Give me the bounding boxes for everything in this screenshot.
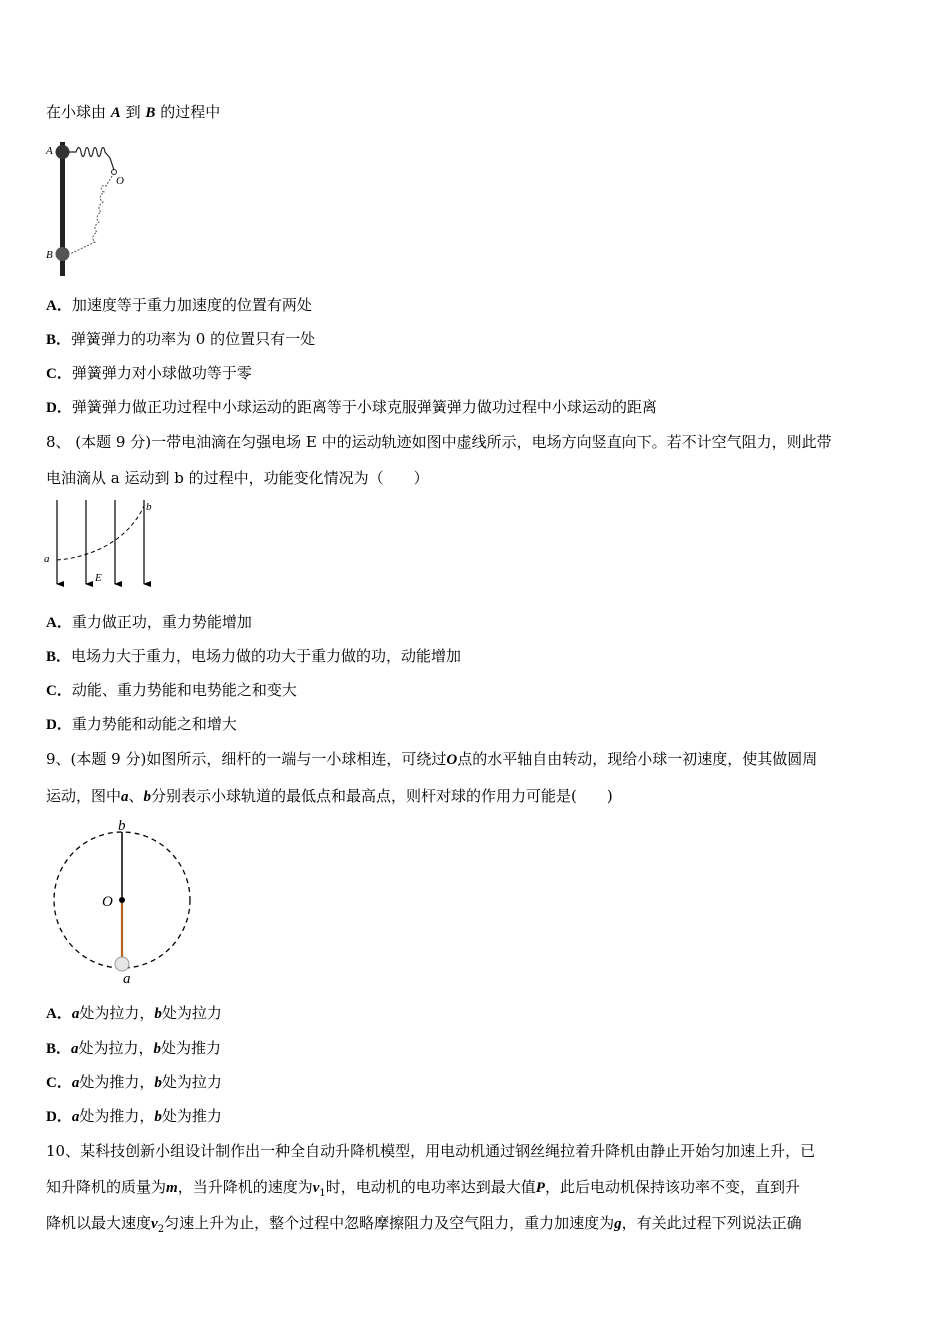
label-o: O [102, 894, 113, 910]
option-label: D． [46, 717, 72, 733]
q9-line1-pre: 9、(本题 9 分)如图所示，细杆的一端与一小球相连，可绕过 [46, 750, 447, 768]
option-a-var: a [71, 1109, 80, 1125]
q10-line2-pre: 知升降机的质量为 [46, 1178, 167, 1196]
option-text-2: 处为拉力 [161, 1004, 222, 1022]
option-text: 重力做正功，重力势能增加 [71, 613, 252, 631]
q7-intro-post: 的过程中 [160, 103, 221, 121]
q9-option-b [46, 1038, 221, 1059]
option-text: 加速度等于重力加速度的位置有两处 [71, 296, 312, 314]
q8-field-figure [42, 498, 162, 590]
q7-spring-figure [44, 140, 144, 280]
q7-intro-mid: 到 [125, 103, 141, 121]
q9-stem-line2 [46, 786, 613, 807]
option-text-1: 处为推力， [79, 1107, 155, 1125]
option-label: A． [46, 1006, 72, 1022]
option-text-1: 处为推力， [79, 1073, 155, 1091]
q9-point-o: O [446, 752, 458, 768]
q9-point-b: b [143, 789, 152, 805]
option-b-var: b [153, 1041, 162, 1057]
q10-line3-pre: 降机以最大速度 [46, 1214, 152, 1232]
option-label: A． [46, 615, 72, 631]
q7-option-c [46, 363, 252, 384]
q10-mass: m [166, 1180, 178, 1196]
q7-option-d [46, 397, 657, 418]
q8-option-c [46, 680, 297, 701]
ball [115, 957, 129, 971]
q9-stem-line1 [46, 749, 817, 770]
label-b: b [118, 818, 126, 834]
q10-line3-post: ，有关此过程下列说法正确 [621, 1214, 802, 1232]
q7-point-b: B [145, 105, 156, 121]
q9-circle-figure [50, 814, 200, 986]
option-label: C． [46, 1075, 72, 1091]
ball-at-b [56, 247, 70, 261]
option-b-var: b [154, 1109, 162, 1125]
option-label: B． [46, 649, 72, 665]
q10-line2-mid1: ，当升降机的速度为 [177, 1178, 313, 1196]
q7-option-a [46, 295, 312, 316]
q9-option-c [46, 1072, 222, 1093]
label-a: a [123, 971, 131, 986]
q10-line2-mid2: 时，电动机的电功率达到最大值 [325, 1178, 536, 1196]
option-a-var: a [71, 1041, 79, 1057]
label-a: A [46, 145, 53, 157]
q9-option-d [46, 1106, 222, 1127]
option-b-var: b [154, 1006, 162, 1022]
option-text: 弹簧弹力对小球做功等于零 [71, 364, 252, 382]
q7-intro [46, 102, 220, 123]
spring-stretched [70, 176, 112, 254]
trajectory [57, 506, 144, 560]
option-b-var: b [154, 1075, 162, 1091]
option-label: D． [46, 1109, 72, 1125]
q8-option-d [46, 714, 237, 735]
option-label: D． [46, 400, 72, 416]
q9-point-a: a [121, 789, 129, 805]
label-a: a [44, 553, 50, 565]
q8-stem-line2: 电油滴从 a 运动到 b 的过程中，功能变化情况为（ ） [46, 469, 429, 487]
q10-stem-line3 [46, 1213, 802, 1240]
label-b: B [46, 249, 53, 261]
q9-option-a [46, 1003, 222, 1024]
option-text: 重力势能和动能之和增大 [71, 715, 237, 733]
spring-horizontal [69, 148, 114, 171]
q10-power: P [535, 1180, 545, 1196]
q7-point-a: A [110, 105, 121, 121]
q9-line2-pre: 运动，图中 [46, 787, 122, 805]
option-text: 电场力大于重力，电场力做的功大于重力做的功，动能增加 [71, 647, 462, 665]
label-e: E [95, 572, 102, 584]
option-text-1: 处为拉力， [78, 1039, 154, 1057]
q10-line2-post: ，此后电动机保持该功率不变，直到升 [544, 1178, 800, 1196]
option-label: A． [46, 298, 72, 314]
q10-stem-line1: 10、某科技创新小组设计制作出一种全自动升降机模型，用电动机通过钢丝绳拉着升降机由静止开始匀加速上升，已 [46, 1142, 816, 1160]
pivot-o [119, 897, 125, 903]
q8-option-a [46, 612, 252, 633]
q10-sub2: 2 [157, 1224, 165, 1235]
pivot-o [112, 170, 117, 175]
option-a-var: a [71, 1006, 80, 1022]
option-label: C． [46, 366, 72, 382]
option-a-var: a [71, 1075, 80, 1091]
q10-sub1: 1 [319, 1188, 326, 1199]
q10-velocity: v [312, 1180, 320, 1196]
option-label: C． [46, 683, 72, 699]
q9-line1-post: 点的水平轴自由转动，现给小球一初速度，使其做圆周 [457, 750, 818, 768]
q9-sep: 、 [128, 787, 144, 805]
option-text: 动能、重力势能和电势能之和变大 [71, 681, 297, 699]
option-text-1: 处为拉力， [79, 1004, 155, 1022]
option-text-2: 处为拉力 [161, 1073, 222, 1091]
option-text-2: 处为推力 [161, 1039, 222, 1057]
option-text: 弹簧弹力的功率为 0 的位置只有一处 [71, 330, 316, 348]
option-label: B． [46, 1041, 72, 1057]
label-o: O [116, 175, 124, 187]
q7-intro-pre: 在小球由 [46, 103, 107, 121]
q10-line3-mid: 匀速上升为止，整个过程中忽略摩擦阻力及空气阻力，重力加速度为 [164, 1214, 615, 1232]
q10-velocity2: v [151, 1216, 158, 1232]
q10-stem-line2 [46, 1177, 800, 1204]
option-text: 弹簧弹力做正功过程中小球运动的距离等于小球克服弹簧弹力做功过程中小球运动的距离 [71, 398, 657, 416]
q9-line2-post: 分别表示小球轨道的最低点和最高点，则杆对球的作用力可能是( ) [151, 787, 613, 805]
option-label: B． [46, 332, 72, 348]
q10-gravity: g [614, 1216, 622, 1232]
ball-at-a [56, 145, 70, 159]
option-text-2: 处为推力 [161, 1107, 222, 1125]
q8-option-b [46, 646, 461, 667]
q8-stem-line1: 8、 (本题 9 分)一带电油滴在匀强电场 E 中的运动轨迹如图中虚线所示，电场方向竖直向下。若不计空气阻力，则此带 [46, 433, 832, 451]
label-b: b [146, 501, 152, 513]
q7-option-b [46, 329, 315, 350]
